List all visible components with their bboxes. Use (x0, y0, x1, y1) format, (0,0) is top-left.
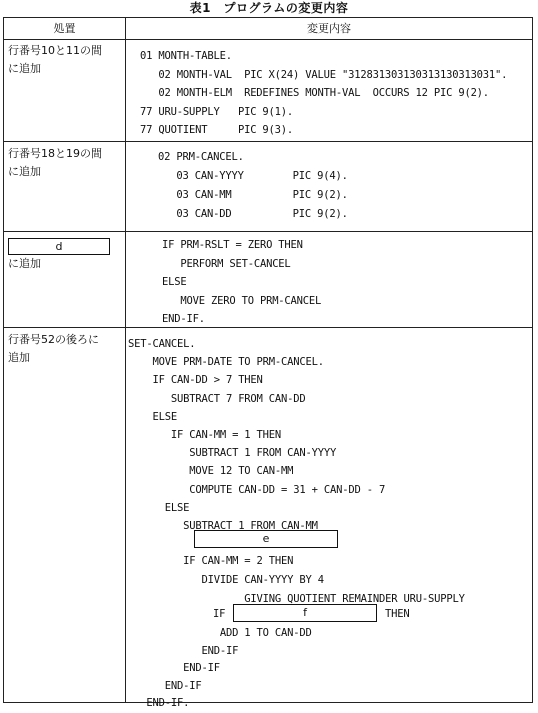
code-line: DIVIDE CAN-YYYY BY 4 (128, 574, 324, 586)
code-block (128, 335, 385, 535)
then-keyword: THEN (385, 608, 410, 620)
code-block (140, 47, 507, 140)
code-block (162, 236, 321, 329)
code-line: END-IF (128, 662, 220, 674)
code-line: END-IF (128, 644, 239, 657)
code-line: ADD 1 TO CAN-DD (128, 627, 312, 639)
row-action-line: に追加 (8, 257, 41, 270)
row-action-line: に追加 (8, 62, 41, 75)
row-action-line: 行番号10と11の間 (8, 44, 102, 57)
if-keyword: IF (213, 608, 226, 620)
code-line: 02 MONTH-ELM REDEFINES MONTH-VAL OCCURS 12 PIC 9(2). (140, 87, 489, 99)
header-action: 処置 (4, 18, 126, 39)
code-line: GIVING QUOTIENT REMAINDER URU-SUPPLY (128, 593, 465, 605)
code-line: 03 CAN-MM PIC 9(2). (158, 189, 348, 201)
code-line: IF CAN-MM = 2 THEN (128, 555, 294, 567)
answer-box-e: e (194, 530, 338, 548)
code-line: PERFORM SET-CANCEL (162, 257, 291, 270)
code-line: SET-CANCEL. (128, 338, 196, 350)
code-line: ELSE (162, 276, 187, 288)
code-line: 02 PRM-CANCEL. (158, 151, 244, 163)
row-action-line: に追加 (8, 165, 41, 178)
code-line: SUBTRACT 7 FROM CAN-DD (128, 392, 306, 405)
table-row (4, 39, 532, 142)
code-line: MOVE ZERO TO PRM-CANCEL (162, 294, 322, 307)
code-line: ELSE (128, 410, 177, 423)
code-block (128, 552, 465, 609)
answer-box-d: d (8, 238, 110, 255)
code-line: SUBTRACT 1 FROM CAN-YYYY (128, 447, 337, 460)
row-action-label (4, 39, 126, 141)
table-row (4, 328, 532, 709)
code-line: SUBTRACT 1 FROM CAN-MM (128, 520, 318, 533)
table-title: 表1 プログラムの変更内容 (189, 1, 349, 15)
code-line: 03 CAN-DD PIC 9(2). (158, 208, 348, 220)
code-line: COMPUTE CAN-DD = 31 + CAN-DD - 7 (128, 483, 386, 496)
table-row (4, 142, 532, 232)
code-line: END-IF (128, 679, 202, 692)
code-block (158, 148, 348, 224)
row-action-label (4, 142, 126, 231)
answer-box-f: f (233, 604, 377, 622)
code-line: MOVE 12 TO CAN-MM (128, 465, 294, 478)
header-change-content: 変更内容 (307, 22, 351, 35)
row-action-label (4, 328, 126, 703)
code-line: END-IF. (162, 313, 205, 325)
row-action-line: 追加 (8, 351, 30, 364)
changes-table (3, 17, 533, 709)
table-header (4, 18, 532, 40)
code-line: END-IF. (128, 697, 190, 709)
code-line: IF CAN-DD > 7 THEN (128, 374, 263, 387)
table-row (4, 232, 532, 328)
code-line: IF CAN-MM = 1 THEN (128, 429, 282, 442)
code-line: 03 CAN-YYYY PIC 9(4). (158, 170, 348, 182)
code-line: IF PRM-RSLT = ZERO THEN (162, 239, 303, 251)
code-block (128, 625, 312, 713)
code-line: 77 URU-SUPPLY PIC 9(1). (140, 105, 294, 118)
code-line: 02 MONTH-VAL PIC X(24) VALUE "312831303130313130313031". (140, 68, 508, 81)
row-action-line: 行番号52の後ろに (8, 333, 99, 346)
code-line: MOVE PRM-DATE TO PRM-CANCEL. (128, 356, 324, 369)
code-line: 01 MONTH-TABLE. (140, 50, 232, 62)
row-action-label (4, 232, 126, 327)
code-line: ELSE (128, 501, 190, 514)
code-line: 77 QUOTIENT PIC 9(3). (140, 124, 294, 136)
row-action-line: 行番号18と19の間 (8, 147, 102, 160)
